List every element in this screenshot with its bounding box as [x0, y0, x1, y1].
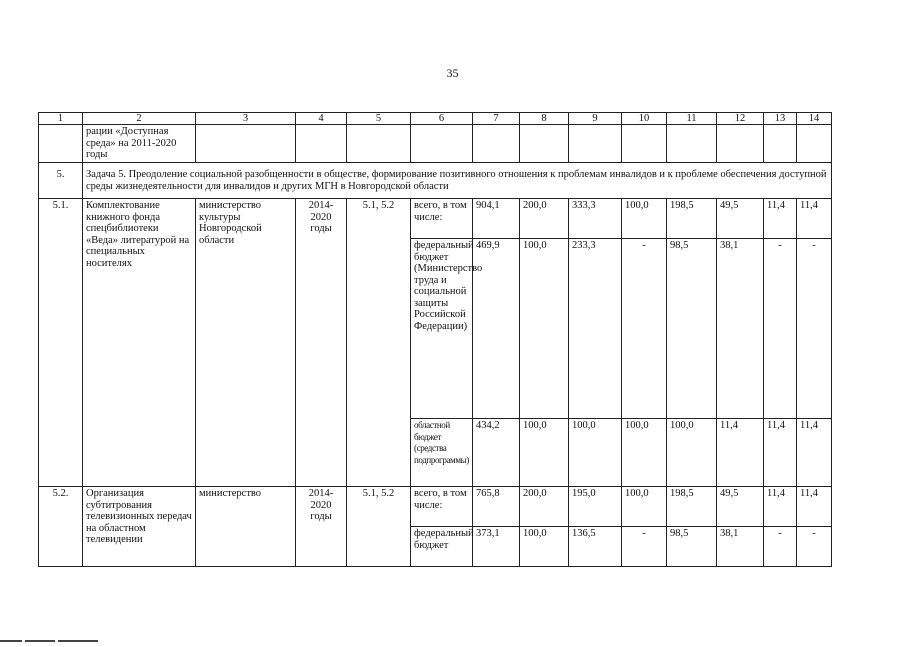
value-cell: 98,5 — [667, 527, 717, 567]
value-cell: 434,2 — [473, 419, 520, 487]
value-cell: 38,1 — [717, 527, 764, 567]
item-period: 2014-2020 годы — [296, 199, 347, 487]
value-cell: 49,5 — [717, 199, 764, 239]
value-cell: 100,0 — [569, 419, 622, 487]
program-table — [38, 112, 832, 567]
value-cell: 198,5 — [667, 199, 717, 239]
column-number: 14 — [797, 113, 832, 125]
column-number: 9 — [569, 113, 622, 125]
value-cell: 100,0 — [520, 419, 569, 487]
value-cell: - — [797, 527, 832, 567]
item-indicator: 5.1, 5.2 — [347, 199, 411, 487]
item-number: 5.2. — [39, 487, 83, 567]
section-row — [39, 163, 832, 199]
value-cell: - — [622, 239, 667, 419]
value-cell: 49,5 — [717, 487, 764, 527]
value-cell: 11,4 — [764, 199, 797, 239]
value-cell: 100,0 — [667, 419, 717, 487]
column-number: 6 — [411, 113, 473, 125]
value-cell: 100,0 — [622, 199, 667, 239]
value-cell: 373,1 — [473, 527, 520, 567]
table-cell — [520, 125, 569, 163]
value-cell: 333,3 — [569, 199, 622, 239]
value-cell: 11,4 — [797, 419, 832, 487]
value-cell: 11,4 — [797, 487, 832, 527]
value-cell: - — [797, 239, 832, 419]
table-cell — [196, 125, 296, 163]
page-number: 35 — [446, 66, 459, 80]
funding-source: федеральный бюджет — [411, 527, 473, 567]
value-cell: - — [764, 527, 797, 567]
column-number: 12 — [717, 113, 764, 125]
column-number: 13 — [764, 113, 797, 125]
item-name: Комплектование книжного фонда спецбиблиотеки «Веда» литературой на специальных носителях — [83, 199, 196, 487]
value-cell: 100,0 — [622, 487, 667, 527]
table-cell — [797, 125, 832, 163]
column-number: 4 — [296, 113, 347, 125]
table-cell — [569, 125, 622, 163]
value-cell: 233,3 — [569, 239, 622, 419]
column-number: 8 — [520, 113, 569, 125]
value-cell: 195,0 — [569, 487, 622, 527]
value-cell: 136,5 — [569, 527, 622, 567]
table-cell — [296, 125, 347, 163]
value-cell: 198,5 — [667, 487, 717, 527]
scan-artifact — [0, 629, 120, 632]
column-number-row — [39, 113, 832, 125]
section-number: 5. — [39, 163, 83, 199]
column-number: 1 — [39, 113, 83, 125]
item-number: 5.1. — [39, 199, 83, 487]
item-name: Организация субтитрования телевизионных передач на областном телевидении — [83, 487, 196, 567]
table-cell — [667, 125, 717, 163]
value-cell: 469,9 — [473, 239, 520, 419]
value-cell: 100,0 — [520, 527, 569, 567]
table-cell — [473, 125, 520, 163]
value-cell: - — [764, 239, 797, 419]
value-cell: 200,0 — [520, 487, 569, 527]
value-cell: 11,4 — [764, 419, 797, 487]
continuation-row — [39, 125, 832, 163]
value-cell: - — [622, 527, 667, 567]
item-period: 2014-2020 годы — [296, 487, 347, 567]
value-cell: 765,8 — [473, 487, 520, 527]
value-cell: 100,0 — [520, 239, 569, 419]
section-title: Задача 5. Преодоление социальной разобщенности в обществе, формирование позитивного отношения к проблемам инвалидов и к проблеме обеспечения доступной среды жизнедеятельности для инвалидов и других МГН в Новгородской области — [83, 163, 832, 199]
item-executor: министерство — [196, 487, 296, 567]
item-indicator: 5.1, 5.2 — [347, 487, 411, 567]
value-cell: 100,0 — [622, 419, 667, 487]
funding-source: всего, в том числе: — [411, 487, 473, 527]
table-cell — [39, 125, 83, 163]
column-number: 7 — [473, 113, 520, 125]
continued-item-name: рации «Доступная среда» на 2011-2020 годы — [83, 125, 196, 163]
value-cell: 200,0 — [520, 199, 569, 239]
value-cell: 98,5 — [667, 239, 717, 419]
funding-source: областной бюджет (средства подпрограммы) — [411, 419, 473, 487]
column-number: 5 — [347, 113, 411, 125]
column-number: 11 — [667, 113, 717, 125]
column-number: 3 — [196, 113, 296, 125]
table-cell — [717, 125, 764, 163]
value-cell: 11,4 — [797, 199, 832, 239]
table-row — [39, 487, 832, 527]
funding-source: федеральный бюджет (Министерство труда и социальной защиты Российской Федерации) — [411, 239, 473, 419]
table-cell — [622, 125, 667, 163]
value-cell: 11,4 — [764, 487, 797, 527]
column-number: 2 — [83, 113, 196, 125]
column-number: 10 — [622, 113, 667, 125]
funding-source: всего, в том числе: — [411, 199, 473, 239]
table-cell — [411, 125, 473, 163]
table-cell — [764, 125, 797, 163]
table-cell — [347, 125, 411, 163]
value-cell: 11,4 — [717, 419, 764, 487]
item-executor: министерство культуры Новгородской области — [196, 199, 296, 487]
value-cell: 38,1 — [717, 239, 764, 419]
value-cell: 904,1 — [473, 199, 520, 239]
table-row — [39, 199, 832, 239]
